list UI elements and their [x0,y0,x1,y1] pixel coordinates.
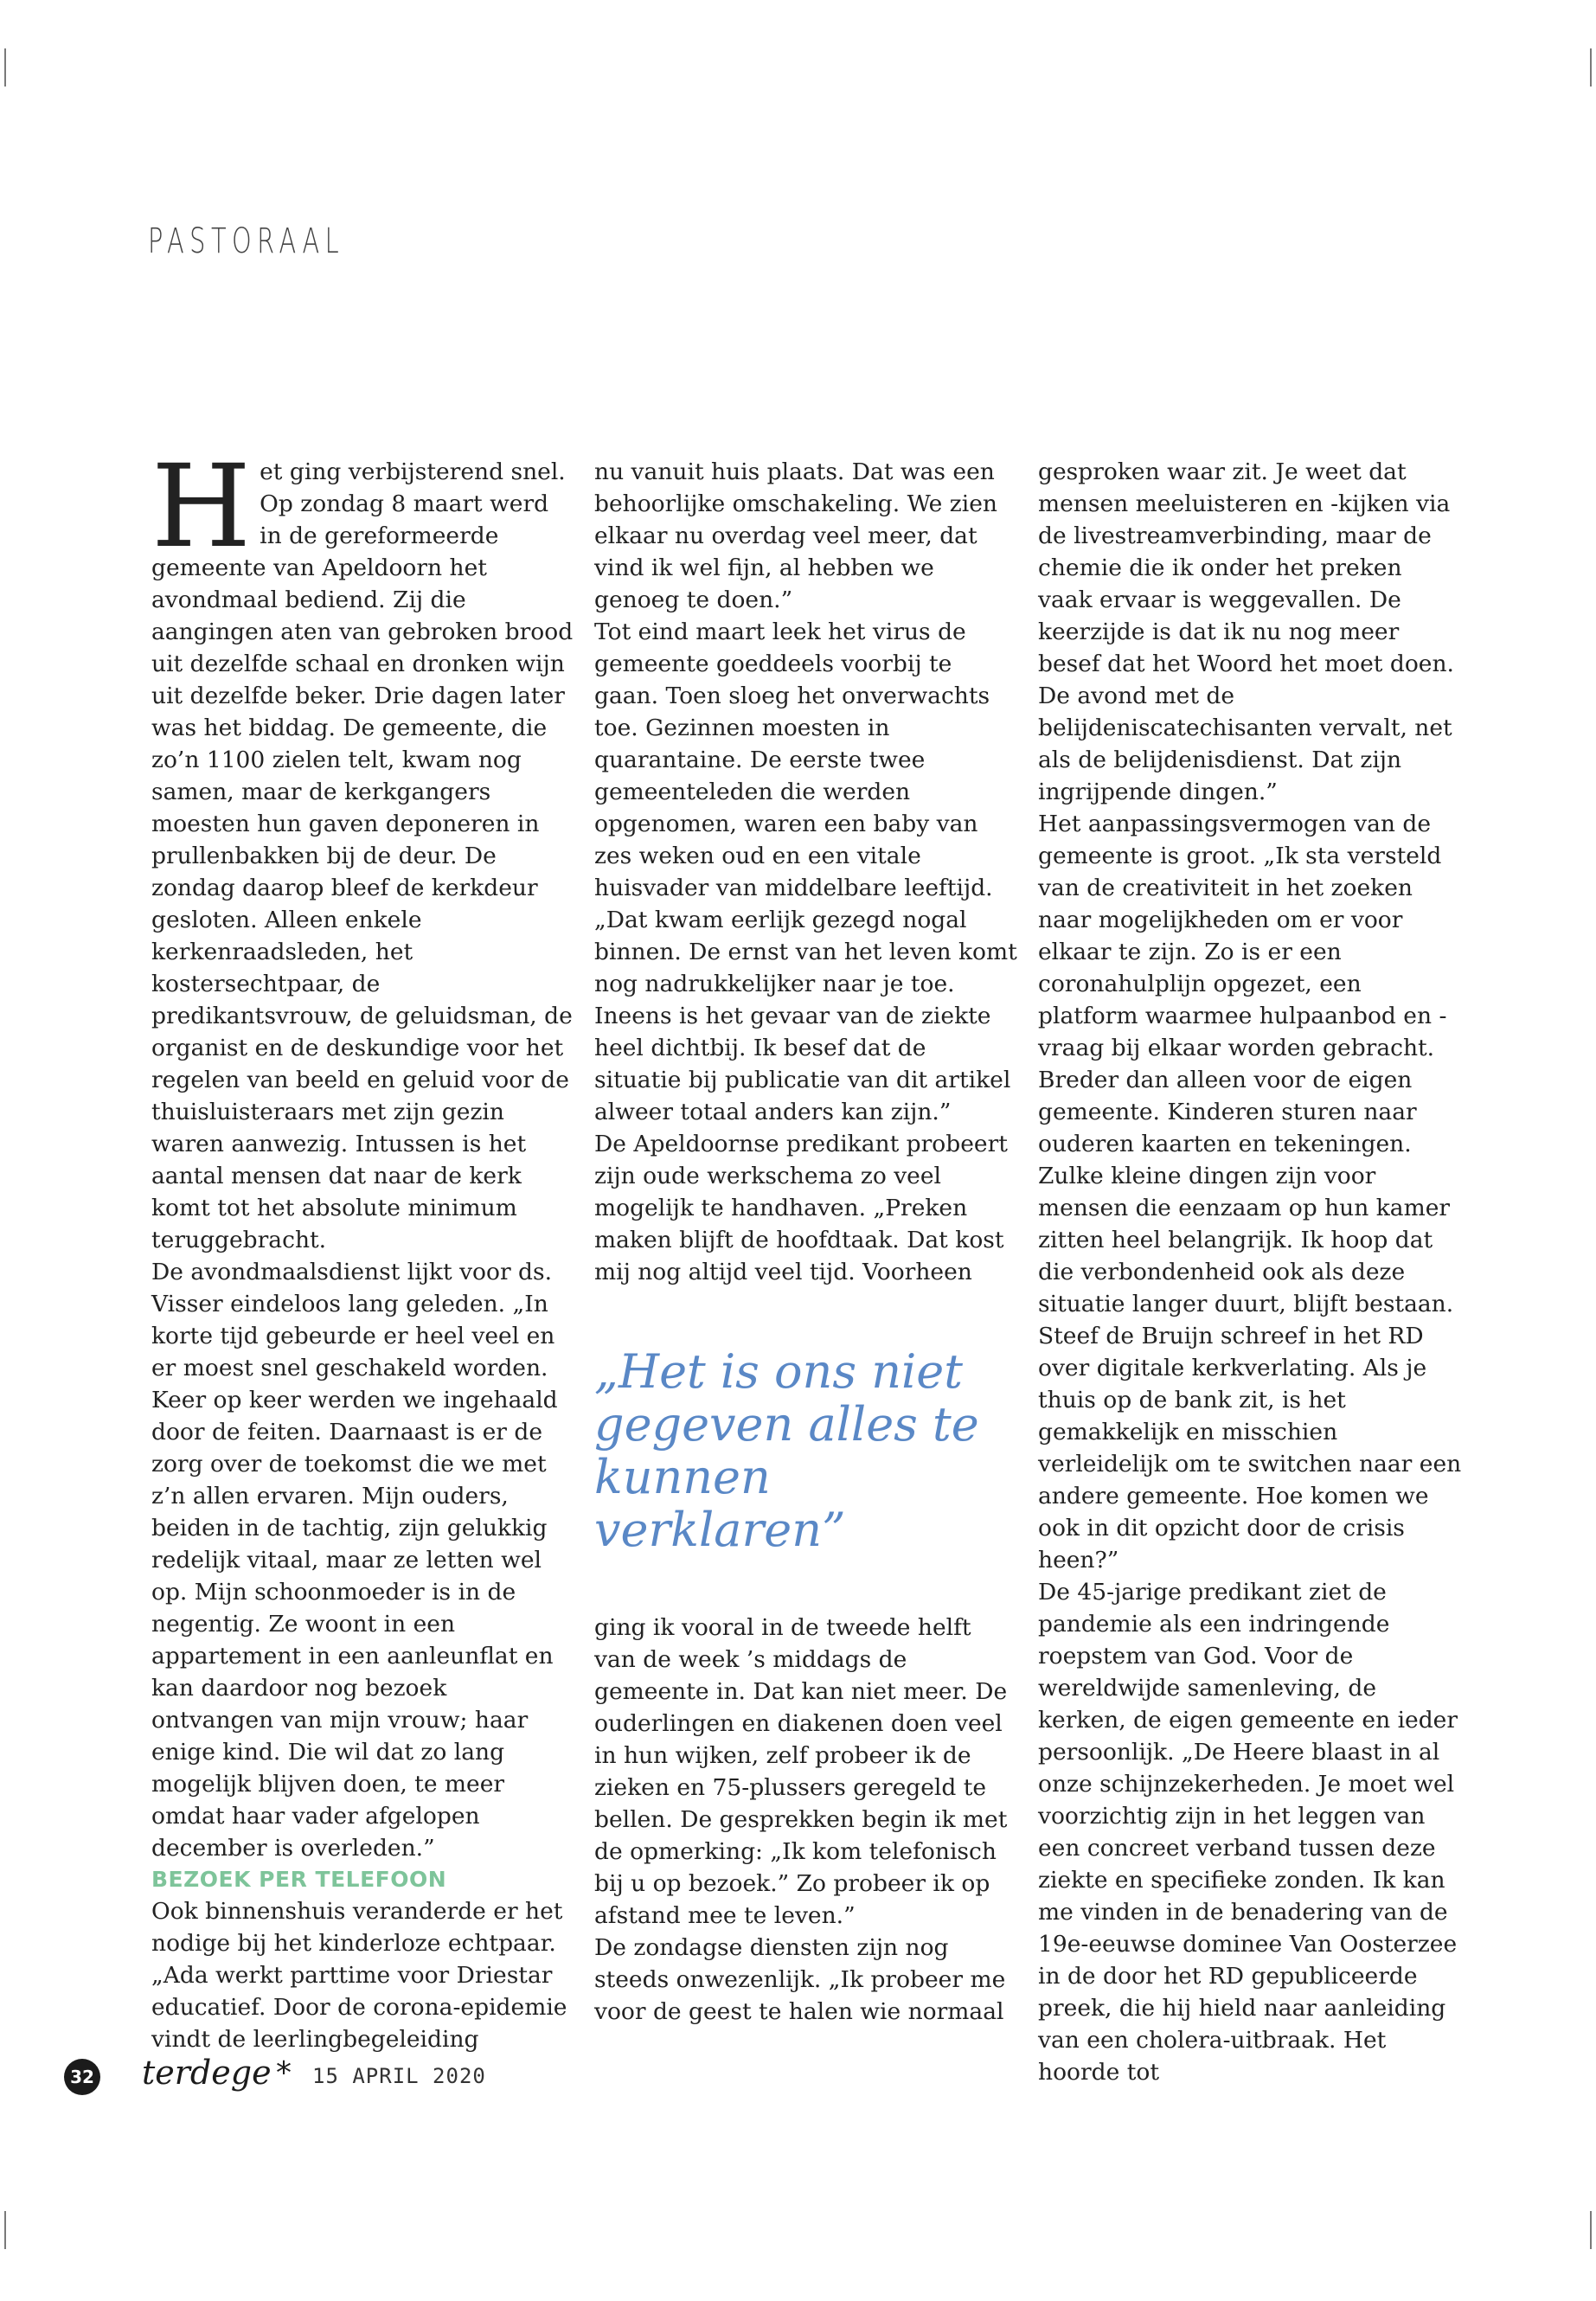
article-column-2-bottom [594,1612,1018,2028]
paragraph: gesproken waar zit. Je weet dat mensen meeluisteren en -kijken via de livestreamverbinding, maar de chemie die ik onder het preken vaak ervaar is weggevallen. De keerzijde is dat ik nu nog meer besef dat het Woord het moet doen. De avond met de belijdeniscatechisanten vervalt, net als de belijdenisdienst. Dat zijn ingrijpende dingen.” [1038,458,1454,805]
page-number-badge: 32 [64,2059,100,2095]
paragraph: De 45-jarige predikant ziet de pandemie als een indringende roepstem van God. Voor de wereldwijde samenleving, de kerken, de eigen gemeente en ieder persoonlijk. „De Heere blaast in al onze schijnzekerheden. Je moet wel voorzichtig zijn in het leggen van een concreet verband tussen deze ziekte en specifieke zonden. Ik kan me vinden in de benadering van de 19e-eeuwse dominee Van Oosterzee in de door het RD gepubliceerde preek, die hij hield naar aanleiding van een cholera-uitbraak. Het hoorde tot [1038,1579,1458,2086]
magazine-logo: terdege [142,2054,272,2092]
section-label: PASTORAAL [148,221,345,261]
drop-cap: H [151,440,252,574]
crop-mark-top-right [1590,48,1592,87]
subheading: BEZOEK PER TELEFOON [151,1867,447,1892]
issue-date: 15 APRIL 2020 [312,2064,486,2088]
asterisk-separator: * [276,2055,292,2091]
pull-quote: „Het is ons niet gegeven alles te kunnen verklaren” [594,1344,979,1557]
paragraph: Tot eind maart leek het virus de gemeente goeddeels voorbij te gaan. Toen sloeg het onverwachts toe. Gezinnen moesten in quarantaine. De eerste twee gemeenteleden die werden opgenomen, waren een baby van zes weken oud en een vitale huisvader van middelbare leeftijd. „Dat kwam eerlijk gezegd nogal binnen. De ernst van het leven komt nog nadrukkelijker naar je toe. Ineens is het gevaar van de ziekte heel dichtbij. Ik besef dat de situatie bij publicatie van dit artikel alweer totaal anders kan zijn.” [594,619,1017,1125]
paragraph: nu vanuit huis plaats. Dat was een behoorlijke omschakeling. We zien elkaar nu overdag veel meer, dat vind ik wel fijn, al hebben we genoeg te doen.” [594,458,997,613]
paragraph: De Apeldoornse predikant probeert zijn oude werkschema zo veel mogelijk te handhaven. „Preken maken blijft de hoofdtaak. Dat kost mij nog altijd veel tijd. Voorheen [594,1131,1008,1285]
article-column-1 [151,440,575,2055]
article-column-2-top [594,456,1018,1288]
paragraph: Het aanpassingsvermogen van de gemeente is groot. „Ik sta versteld van de creativiteit in het zoeken naar mogelijkheden om er voor elkaar te zijn. Zo is er een coronahulplijn opgezet, een platform waarmee hulpaanbod en -vraag bij elkaar worden gebracht. Breder dan alleen voor de eigen gemeente. Kinderen sturen naar ouderen kaarten en tekeningen. Zulke kleine dingen zijn voor mensen die eenzaam op hun kamer zitten heel belangrijk. Ik hoop dat die verbondenheid ook als deze situatie langer duurt, blijft bestaan. Steef de Bruijn schreef in het RD over digitale kerkverlating. Als je thuis op de bank zit, is het gemakkelijk en misschien verleidelijk om te switchen naar een andere gemeente. Hoe komen we ook in dit opzicht door de crisis heen?” [1038,811,1462,1574]
paragraph: De zondagse diensten zijn nog steeds onwezenlijk. „Ik probeer me voor de geest te halen wie normaal [594,1934,1006,2025]
paragraph: De avondmaalsdienst lijkt voor ds. Visser eindeloos lang geleden. „In korte tijd gebeurde er heel veel en er moest snel geschakeld worden. Keer op keer werden we ingehaald door de feiten. Daarnaast is er de zorg over de toekomst die we met z’n allen ervaren. Mijn ouders, beiden in de tachtig, zijn gelukkig redelijk vitaal, maar ze letten wel op. Mijn schoonmoeder is in de negentig. Ze woont in een appartement in een aanleunflat en kan daardoor nog bezoek ontvangen van mijn vrouw; haar enige kind. Die wil dat zo lang mogelijk blijven doen, te meer omdat haar vader afgelopen december is overleden.” [151,1259,558,1862]
crop-mark-bottom-right [1590,2211,1592,2249]
paragraph: ging ik vooral in de tweede helft van de week ’s middags de gemeente in. Dat kan niet meer. De ouderlingen en diakenen doen veel in hun wijken, zelf probeer ik de zieken en 75-plussers geregeld te bellen. De gesprekken begin ik met de opmerking: „Ik kom telefonisch bij u op bezoek.” Zo probeer ik op afstand mee te leven.” [594,1614,1008,1929]
paragraph [151,440,575,1256]
crop-mark-bottom-left [4,2211,6,2249]
paragraph-text: et ging verbijsterend snel. Op zondag 8 maart werd in de gereformeerde gemeente van Apeldoorn het avondmaal bediend. Zij die aangingen aten van gebroken brood uit dezelfde schaal en dronken wijn uit dezelfde beker. Drie dagen later was het biddag. De gemeente, die zo’n 1100 zielen telt, kwam nog samen, maar de kerkgangers moesten hun gaven deponeren in prullenbakken bij de deur. De zondag daarop bleef de kerkdeur gesloten. Alleen enkele kerkenraadsleden, het kostersechtpaar, de predikantsvrouw, de geluidsman, de organist en de deskundige voor het regelen van beeld en geluid voor de thuisluisteraars met zijn gezin waren aanwezig. Intussen is het aantal mensen dat naar de kerk komt tot het absolute minimum teruggebracht. [151,458,574,1253]
paragraph: Ook binnenshuis veranderde er het nodige bij het kinderloze echtpaar. „Ada werkt parttime voor Driestar educatief. Door de corona-epidemie vindt de leerlingbegeleiding [151,1898,567,2053]
crop-mark-top-left [4,48,6,87]
article-column-3 [1038,456,1462,2088]
